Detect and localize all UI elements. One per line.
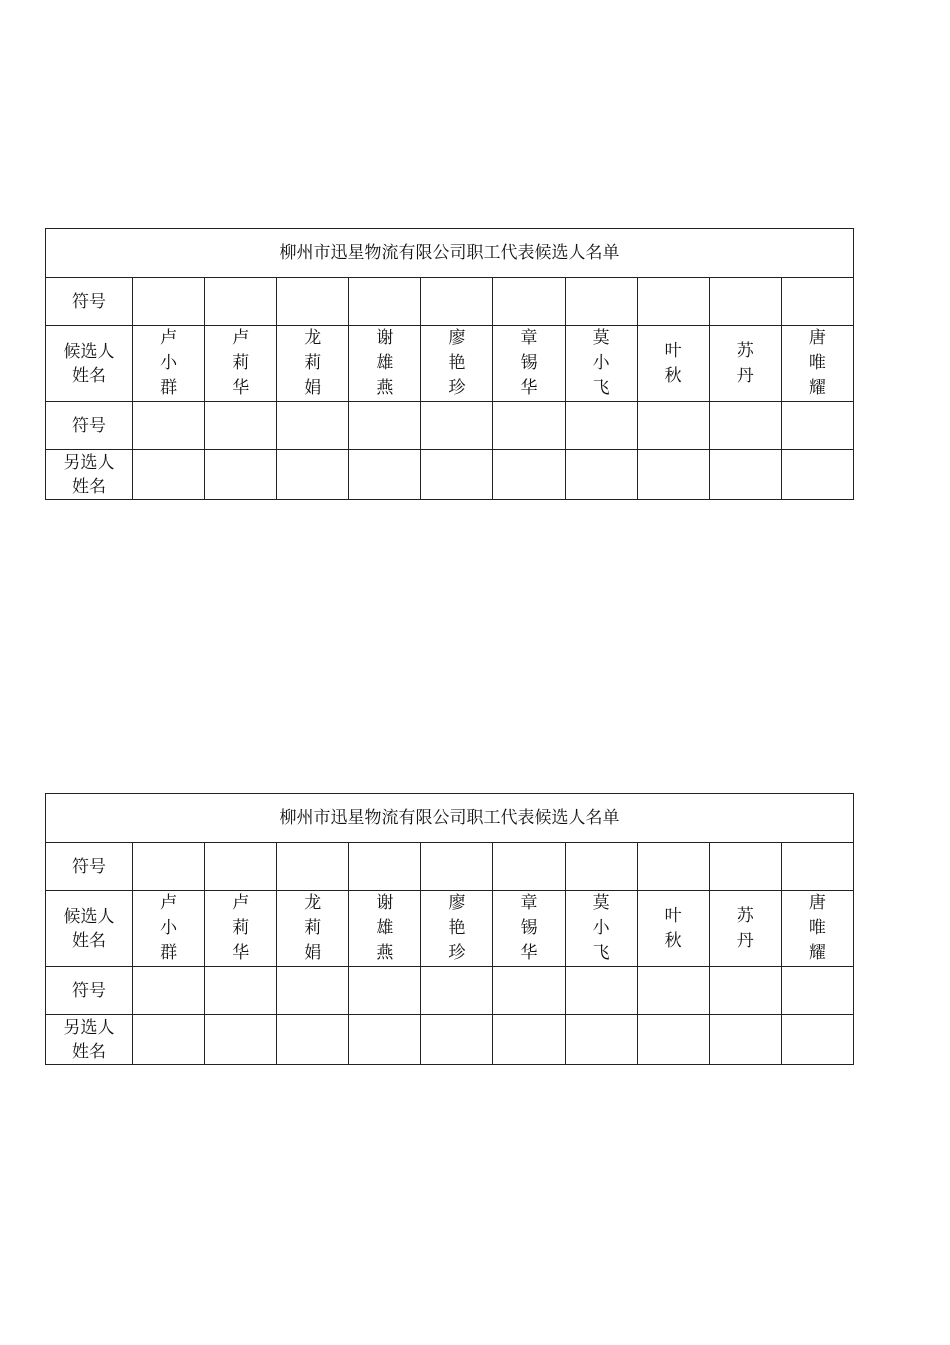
alt-name-cell[interactable]: [493, 450, 565, 500]
candidate-name: 唐唯耀: [808, 328, 826, 398]
alt-symbol-cell[interactable]: [421, 967, 493, 1015]
alt-name-cell[interactable]: [709, 450, 781, 500]
symbol-cell[interactable]: [781, 843, 853, 891]
alt-name-cell[interactable]: [781, 450, 853, 500]
symbol-cell[interactable]: [781, 278, 853, 326]
candidate-label: [46, 326, 133, 402]
alt-name-cell[interactable]: [493, 1015, 565, 1065]
candidate-cell: [637, 891, 709, 967]
alt-symbol-cell[interactable]: [637, 967, 709, 1015]
candidate-name: 廖艳珍: [448, 893, 466, 963]
symbol-cell[interactable]: [133, 278, 205, 326]
alt-name-cell[interactable]: [205, 1015, 277, 1065]
alt-symbol-cell[interactable]: [565, 967, 637, 1015]
candidate-label-line: 姓名: [72, 930, 107, 951]
alt-name-cell[interactable]: [565, 1015, 637, 1065]
candidate-cell: [421, 326, 493, 402]
candidate-cell: [637, 326, 709, 402]
candidate-name: 叶秋: [664, 340, 682, 386]
candidate-cell: [277, 891, 349, 967]
candidate-cell: [493, 326, 565, 402]
symbol-cell[interactable]: [637, 278, 709, 326]
candidate-label-line: 候选人: [63, 906, 115, 927]
symbol-cell[interactable]: [205, 278, 277, 326]
symbol-cell[interactable]: [709, 843, 781, 891]
alt-symbol-cell[interactable]: [205, 402, 277, 450]
alt-name-cell[interactable]: [349, 450, 421, 500]
candidate-label-line: 姓名: [72, 365, 107, 386]
alt-name-cell[interactable]: [781, 1015, 853, 1065]
alt-label-line: 姓名: [72, 1041, 107, 1062]
candidate-cell: [277, 326, 349, 402]
candidate-row: [46, 891, 854, 967]
alt-symbol-cell[interactable]: [493, 402, 565, 450]
ballot-table: [45, 793, 854, 1065]
candidate-label: [46, 891, 133, 967]
alt-symbol-cell[interactable]: [277, 402, 349, 450]
alt-candidate-row: [46, 450, 854, 500]
alt-symbol-cell[interactable]: [421, 402, 493, 450]
alt-symbol-row: [46, 402, 854, 450]
symbol-row: [46, 843, 854, 891]
symbol-label: 符号: [46, 278, 133, 326]
candidate-cell: [205, 326, 277, 402]
candidate-cell: [133, 891, 205, 967]
candidate-name: 谢雄燕: [376, 893, 394, 963]
alt-symbol-cell[interactable]: [709, 967, 781, 1015]
alt-symbol-cell[interactable]: [133, 402, 205, 450]
symbol-cell[interactable]: [565, 843, 637, 891]
alt-symbol-cell[interactable]: [349, 402, 421, 450]
candidate-name: 章锡华: [520, 328, 538, 398]
candidate-name: 唐唯耀: [808, 893, 826, 963]
alt-name-cell[interactable]: [421, 450, 493, 500]
symbol-cell[interactable]: [637, 843, 709, 891]
alt-symbol-row: [46, 967, 854, 1015]
ballot-table: [45, 228, 854, 500]
table-title-row: [46, 229, 854, 278]
candidate-name: 莫小飞: [592, 893, 610, 963]
candidate-name: 龙莉娟: [304, 328, 322, 398]
symbol-cell[interactable]: [421, 843, 493, 891]
alt-symbol-cell[interactable]: [205, 967, 277, 1015]
alt-symbol-cell[interactable]: [637, 402, 709, 450]
alt-name-cell[interactable]: [349, 1015, 421, 1065]
symbol-cell[interactable]: [709, 278, 781, 326]
candidate-name: 莫小飞: [592, 328, 610, 398]
alt-name-cell[interactable]: [133, 1015, 205, 1065]
alt-name-cell[interactable]: [637, 450, 709, 500]
candidate-cell: [565, 891, 637, 967]
candidate-row: [46, 326, 854, 402]
symbol-label: 符号: [46, 843, 133, 891]
alt-symbol-cell[interactable]: [709, 402, 781, 450]
candidate-name: 卢小群: [160, 328, 178, 398]
candidate-name: 苏丹: [736, 905, 754, 951]
symbol-cell[interactable]: [133, 843, 205, 891]
alt-label-line: 另选人: [63, 1017, 115, 1038]
candidate-cell: [349, 326, 421, 402]
symbol-cell[interactable]: [277, 843, 349, 891]
table-title: 柳州市迅星物流有限公司职工代表候选人名单: [46, 794, 854, 843]
symbol-cell[interactable]: [349, 278, 421, 326]
candidate-name: 卢莉华: [232, 328, 250, 398]
alt-candidate-label: [46, 1015, 133, 1065]
alt-candidate-label: [46, 450, 133, 500]
symbol-cell[interactable]: [493, 278, 565, 326]
symbol-row: [46, 278, 854, 326]
symbol-cell[interactable]: [349, 843, 421, 891]
candidate-cell: [781, 326, 853, 402]
alt-name-cell[interactable]: [565, 450, 637, 500]
alt-symbol-cell[interactable]: [781, 402, 853, 450]
alt-name-cell[interactable]: [277, 1015, 349, 1065]
candidate-cell: [709, 891, 781, 967]
alt-name-cell[interactable]: [421, 1015, 493, 1065]
alt-label-line: 另选人: [63, 452, 115, 473]
candidate-name: 谢雄燕: [376, 328, 394, 398]
symbol-cell[interactable]: [493, 843, 565, 891]
alt-symbol-cell[interactable]: [565, 402, 637, 450]
candidate-name: 龙莉娟: [304, 893, 322, 963]
alt-name-cell[interactable]: [205, 450, 277, 500]
alt-name-cell[interactable]: [277, 450, 349, 500]
candidate-cell: [565, 326, 637, 402]
candidate-name: 叶秋: [664, 905, 682, 951]
symbol-cell[interactable]: [565, 278, 637, 326]
symbol-cell[interactable]: [421, 278, 493, 326]
alt-label-line: 姓名: [72, 476, 107, 497]
candidate-cell: [133, 326, 205, 402]
candidate-cell: [493, 891, 565, 967]
candidate-name: 章锡华: [520, 893, 538, 963]
table-title: 柳州市迅星物流有限公司职工代表候选人名单: [46, 229, 854, 278]
candidate-cell: [781, 891, 853, 967]
alt-candidate-row: [46, 1015, 854, 1065]
candidate-name: 卢莉华: [232, 893, 250, 963]
symbol-cell[interactable]: [205, 843, 277, 891]
alt-symbol-cell[interactable]: [493, 967, 565, 1015]
alt-symbol-label: 符号: [46, 402, 133, 450]
alt-symbol-cell[interactable]: [349, 967, 421, 1015]
candidate-label-line: 候选人: [63, 341, 115, 362]
candidate-cell: [709, 326, 781, 402]
alt-name-cell[interactable]: [709, 1015, 781, 1065]
alt-symbol-cell[interactable]: [277, 967, 349, 1015]
candidate-cell: [205, 891, 277, 967]
candidate-name: 卢小群: [160, 893, 178, 963]
table-title-row: [46, 794, 854, 843]
alt-name-cell[interactable]: [133, 450, 205, 500]
candidate-cell: [349, 891, 421, 967]
candidate-cell: [421, 891, 493, 967]
alt-name-cell[interactable]: [637, 1015, 709, 1065]
symbol-cell[interactable]: [277, 278, 349, 326]
candidate-name: 廖艳珍: [448, 328, 466, 398]
alt-symbol-cell[interactable]: [133, 967, 205, 1015]
alt-symbol-label: 符号: [46, 967, 133, 1015]
alt-symbol-cell[interactable]: [781, 967, 853, 1015]
candidate-name: 苏丹: [736, 340, 754, 386]
